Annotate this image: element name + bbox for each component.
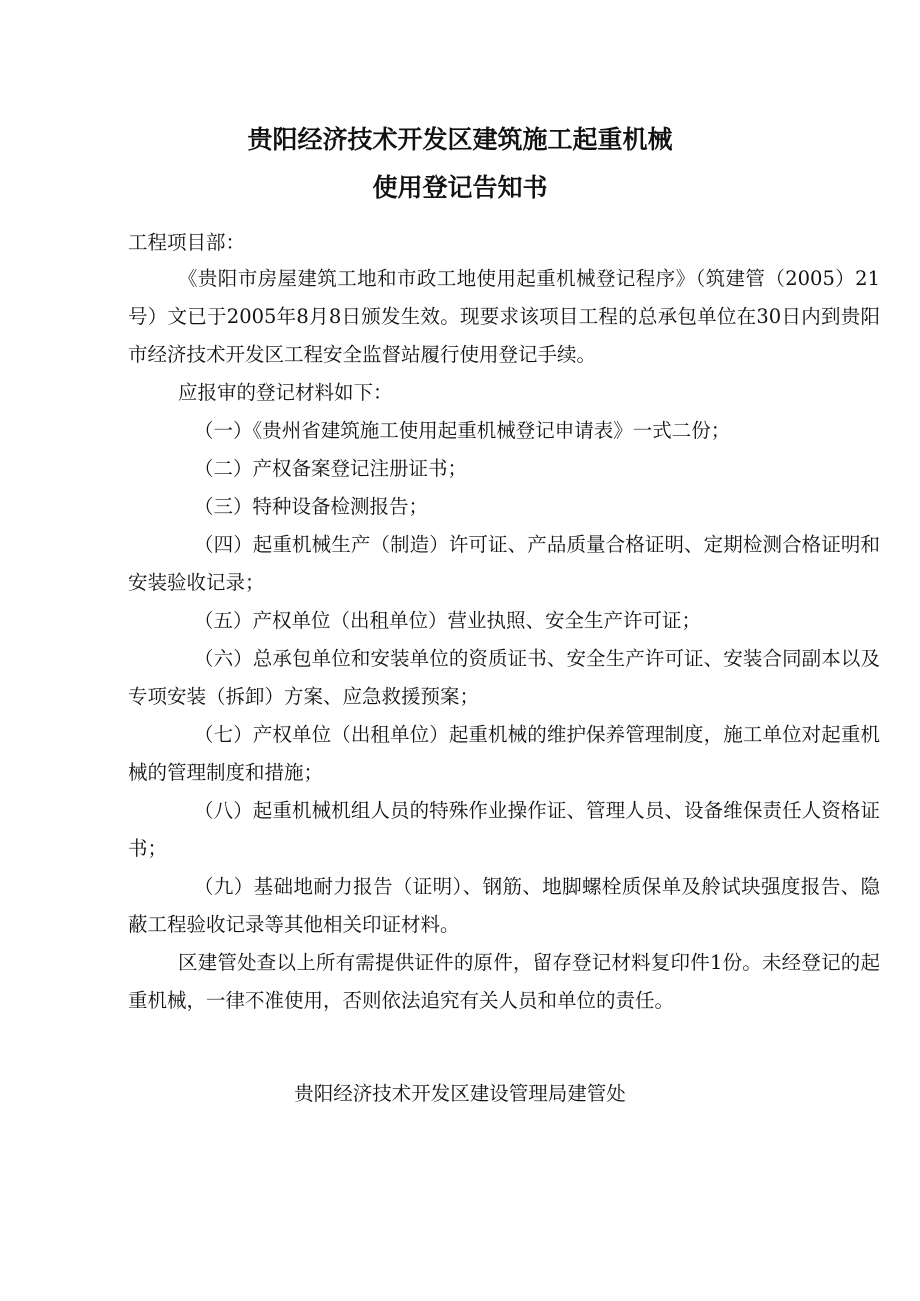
- document-title-line-1: 贵阳经济技术开发区建筑施工起重机械: [247, 125, 673, 154]
- issuer-signature: 贵阳经济技术开发区建设管理局建管处: [294, 1082, 626, 1105]
- closing-paragraph: 区建管处查以上所有需提供证件的原件，留存登记材料复印件1份。未经登记的起重机械，一律不准使用，否则依法追究有关人员和单位的责任。: [128, 951, 880, 1012]
- material-item-9: （九）基础地耐力报告（证明）、钢筋、地脚螺栓质保单及舲试块强度报告、隐蔽工程验收记录等其他相关印证材料。: [128, 875, 880, 936]
- intro-paragraph: 《贵阳市房屋建筑工地和市政工地使用起重机械登记程序》（筑建管（2005）21号）文已于2005年8月8日颁发生效。现要求该项目工程的总承包单位在30日内到贵阳市经济技术开发区工程安全监督站履行使用登记手续。: [128, 267, 880, 366]
- material-item-7: （七）产权单位（出租单位）起重机械的维护保养管理制度，施工单位对起重机械的管理制度和措施；: [128, 723, 880, 784]
- materials-heading: 应报审的登记材料如下：: [178, 381, 393, 404]
- document-body: [128, 260, 880, 1020]
- document-title-line-2: 使用登记告知书: [372, 173, 548, 202]
- addressee: [128, 224, 880, 262]
- material-item-3: （三）特种设备检测报告；: [194, 495, 429, 518]
- material-item-8: （八）起重机械机组人员的特殊作业操作证、管理人员、设备维保责任人资格证书；: [128, 799, 880, 860]
- material-item-4: （四）起重机械生产（制造）许可证、产品质量合格证明、定期检测合格证明和安装验收记录；: [128, 533, 880, 594]
- material-item-1: （一）《贵州省建筑施工使用起重机械登记申请表》一式二份；: [194, 419, 731, 442]
- material-item-2: （二）产权备案登记注册证书；: [194, 457, 468, 480]
- addressee-text: 工程项目部：: [128, 231, 246, 254]
- material-item-5: （五）产权单位（出租单位）营业执照、安全生产许可证；: [194, 609, 702, 632]
- material-item-6: （六）总承包单位和安装单位的资质证书、安全生产许可证、安装合同副本以及专项安装（拆卸）方案、应急救援预案；: [128, 647, 880, 708]
